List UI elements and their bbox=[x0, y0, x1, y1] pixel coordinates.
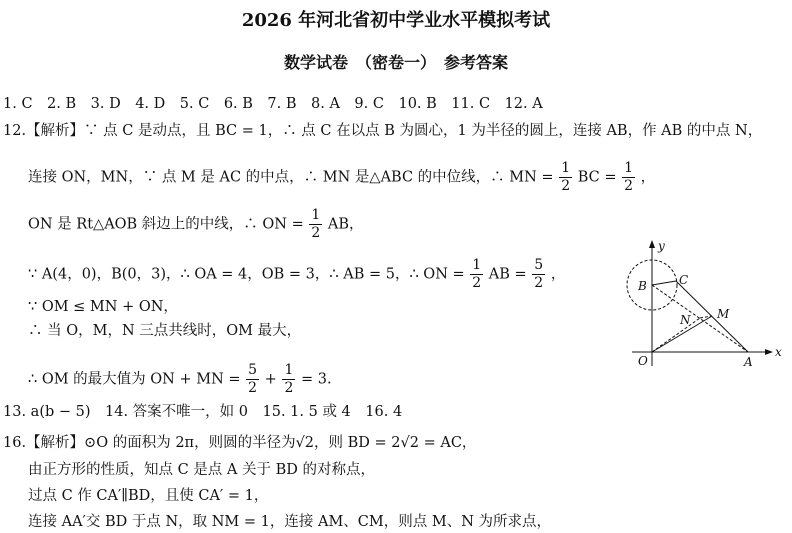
answers-1-12: 1. C 2. B 3. D 4. D 5. C 6. B 7. B 8. A 9. C 10. B 11. C 12. A bbox=[3, 96, 543, 112]
point-b-label: B bbox=[638, 279, 647, 293]
denominator: 2 bbox=[284, 380, 294, 396]
document-subtitle: 数学试卷 （密卷一） 参考答案 bbox=[283, 53, 508, 72]
fraction-half bbox=[309, 207, 322, 242]
denominator: 2 bbox=[248, 380, 258, 396]
plus-sign: + bbox=[264, 371, 277, 388]
denominator: 2 bbox=[311, 225, 321, 241]
numerator: 5 bbox=[534, 257, 544, 273]
denominator: 2 bbox=[472, 275, 482, 291]
fraction-half bbox=[559, 160, 572, 195]
answers-13-16: 13. a(b − 5) 14. 答案不唯一，如 0 15. 1. 5 或 4 16. 4 bbox=[3, 404, 403, 420]
q12-line-2-text-a: 连接 ON，MN，∵ 点 M 是 AC 的中点，∴ MN 是△ABC 的中位线，∴ MN = bbox=[28, 169, 554, 186]
segment-bc bbox=[652, 281, 676, 285]
q16-line-1: 16.【解析】⊙O 的面积为 2π，则圆的半径为√2，则 BD = 2√2 = AC， bbox=[3, 435, 477, 451]
q12-line-7-text-b: = 3. bbox=[300, 371, 332, 388]
x-axis-arrow bbox=[765, 349, 773, 355]
x-axis-label: x bbox=[775, 345, 782, 359]
numerator: 5 bbox=[248, 362, 258, 378]
fraction-half bbox=[282, 362, 295, 397]
segment-on bbox=[652, 318, 700, 352]
q12-line-3 bbox=[28, 207, 364, 242]
y-axis-label: y bbox=[658, 239, 665, 253]
q12-line-3-text-b: AB， bbox=[327, 216, 364, 233]
q12-line-2 bbox=[28, 160, 655, 195]
q12-line-4 bbox=[28, 257, 565, 292]
numerator: 1 bbox=[472, 257, 482, 273]
denominator: 2 bbox=[561, 178, 571, 194]
q12-line-4-text-a: ∵ A(4，0)，B(0，3)，∴ OA = 4，OB = 3，∴ AB = 5，∴ ON = bbox=[28, 266, 465, 283]
q16-line-2: 由正方形的性质，知点 C 是点 A 关于 BD 的对称点， bbox=[28, 462, 375, 478]
fraction-half bbox=[470, 257, 483, 292]
q12-line-7-text-a: ∴ OM 的最大值为 ON + MN = bbox=[28, 371, 241, 388]
q16-line-3: 过点 C 作 CA′∥BD，且使 CA′ = 1， bbox=[28, 488, 269, 504]
point-o-label: O bbox=[638, 354, 648, 368]
numerator: 1 bbox=[284, 362, 294, 378]
q12-line-2-text-c: ， bbox=[640, 169, 656, 186]
point-a-label: A bbox=[744, 355, 753, 369]
q12-line-3-text-a: ON 是 Rt△AOB 斜边上的中线，∴ ON = bbox=[28, 216, 304, 233]
fraction-five-halves bbox=[532, 257, 545, 292]
numerator: 1 bbox=[561, 160, 571, 176]
document-title: 2026 年河北省初中学业水平模拟考试 bbox=[241, 10, 551, 31]
q16-line-4: 连接 AA′交 BD 于点 N，取 NM = 1，连接 AM、CM，则点 M、N 为所求点， bbox=[28, 514, 551, 530]
fraction-five-halves bbox=[246, 362, 259, 397]
q12-line-4-text-b: AB = bbox=[488, 266, 527, 283]
q12-line-2-text-b: BC = bbox=[577, 169, 617, 186]
numerator: 1 bbox=[624, 160, 634, 176]
point-n-label: N bbox=[680, 313, 691, 327]
fraction-half bbox=[622, 160, 635, 195]
numerator: 1 bbox=[311, 207, 321, 223]
point-c-label: C bbox=[679, 273, 689, 287]
q12-line-7 bbox=[28, 362, 332, 397]
y-axis-arrow bbox=[649, 240, 655, 248]
denominator: 2 bbox=[624, 178, 634, 194]
q12-line-6: ∴ 当 O，M，N 三点共线时，OM 最大， bbox=[28, 323, 302, 339]
q12-line-4-text-c: ， bbox=[550, 266, 566, 283]
point-m-label: M bbox=[717, 307, 730, 321]
geometry-figure bbox=[618, 238, 786, 373]
q12-line-1: 12.【解析】∵ 点 C 是动点，且 BC = 1，∴ 点 C 在以点 B 为圆心，1 为半径的圆上，连接 AB，作 AB 的中点 N， bbox=[3, 123, 763, 139]
q12-line-5: ∵ OM ≤ MN + ON， bbox=[28, 299, 178, 315]
denominator: 2 bbox=[534, 275, 544, 291]
